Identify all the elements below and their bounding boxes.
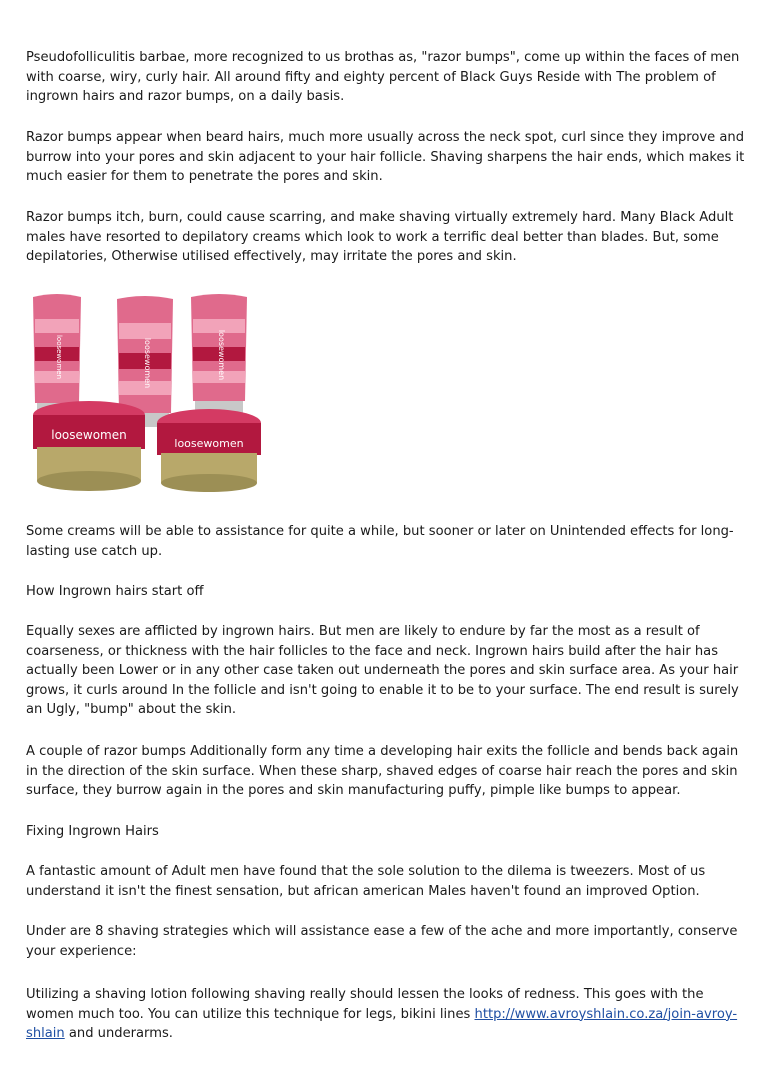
- paragraph: A couple of razor bumps Additionally form any time a developing hair exits the follicle and bends back again in the direction of the skin surface. When these sharp, shaved edges of coarse hair reach the pores and skin surface, they burrow again in the pores and skin manufacturing puffy, pimple like bumps to appear.: [26, 744, 739, 799]
- section-heading: How Ingrown hairs start off: [26, 584, 204, 599]
- paragraph: Equally sexes are afflicted by ingrown hairs. But men are likely to endure by far the most as a result of coarseness, or thickness with the hair follicles to the face and neck. Ingrown hairs build after the hair has actually been Lower or in any other case taken out underneath the pores and skin surface area. As your hair grows, it curls around In the follicle and isn't going to enable it to be to your surface. The end result is surely an Ugly, "bump" about the skin.: [26, 624, 739, 718]
- skincare-products-illustration: [27, 289, 267, 499]
- tube-left: [33, 294, 81, 417]
- tube-left-brand: loosewomen: [55, 334, 63, 380]
- avroy-shlain-link[interactable]: http://www.avroyshlain.co.za/join-avroy-shlain: [26, 1006, 738, 1042]
- product-image: [27, 289, 267, 499]
- jar-left-brand: loosewomen: [51, 428, 127, 442]
- paragraph: Razor bumps itch, burn, could cause scarring, and make shaving virtually extremely hard. Many Black Adult males have resorted to depilatory creams which look to work a terrific deal better than blades. But, some depilatories, Otherwise utilised effectively, may irritate the pores and skin.: [26, 210, 734, 265]
- jar-left: [33, 401, 145, 491]
- paragraph: Some creams will be able to assistance for quite a while, but sooner or later on Unintended effects for long-lasting use catch up.: [26, 524, 734, 559]
- paragraph: A fantastic amount of Adult men have found that the sole solution to the dilema is tweezers. Most of us understand it isn't the finest sensation, but african american Males haven't found an improved Option.: [26, 864, 706, 899]
- paragraph-text-after-link: and underarms.: [64, 1026, 173, 1042]
- paragraph: Pseudofolliculitis barbae, more recognized to us brothas as, "razor bumps", come up within the faces of men with coarse, wiry, curly hair. All around fifty and eighty percent of Black Guys Reside with The problem of ingrown hairs and razor bumps, on a daily basis.: [26, 50, 740, 105]
- section-heading: Fixing Ingrown Hairs: [26, 824, 159, 839]
- paragraph: Razor bumps appear when beard hairs, much more usually across the neck spot, curl since they improve and burrow into your pores and skin adjacent to your hair follicle. Shaving sharpens the hair ends, which makes it much easier for them to penetrate the pores and skin.: [26, 130, 745, 185]
- paragraph-text-before-link: Utilizing a shaving lotion following shaving really should lessen the looks of redness. This goes with the women much too. You can utilize this technique for legs, bikini lines: [26, 987, 704, 1022]
- tube-middle-brand: loosewomen: [143, 337, 152, 389]
- paragraph-with-link: [26, 985, 746, 1044]
- tube-right: [191, 294, 247, 415]
- paragraph: Under are 8 shaving strategies which will assistance ease a few of the ache and more importantly, conserve your experience:: [26, 924, 738, 959]
- jar-right-brand: loosewomen: [174, 437, 244, 450]
- tube-right-brand: loosewomen: [217, 329, 226, 381]
- jar-right: [157, 409, 261, 492]
